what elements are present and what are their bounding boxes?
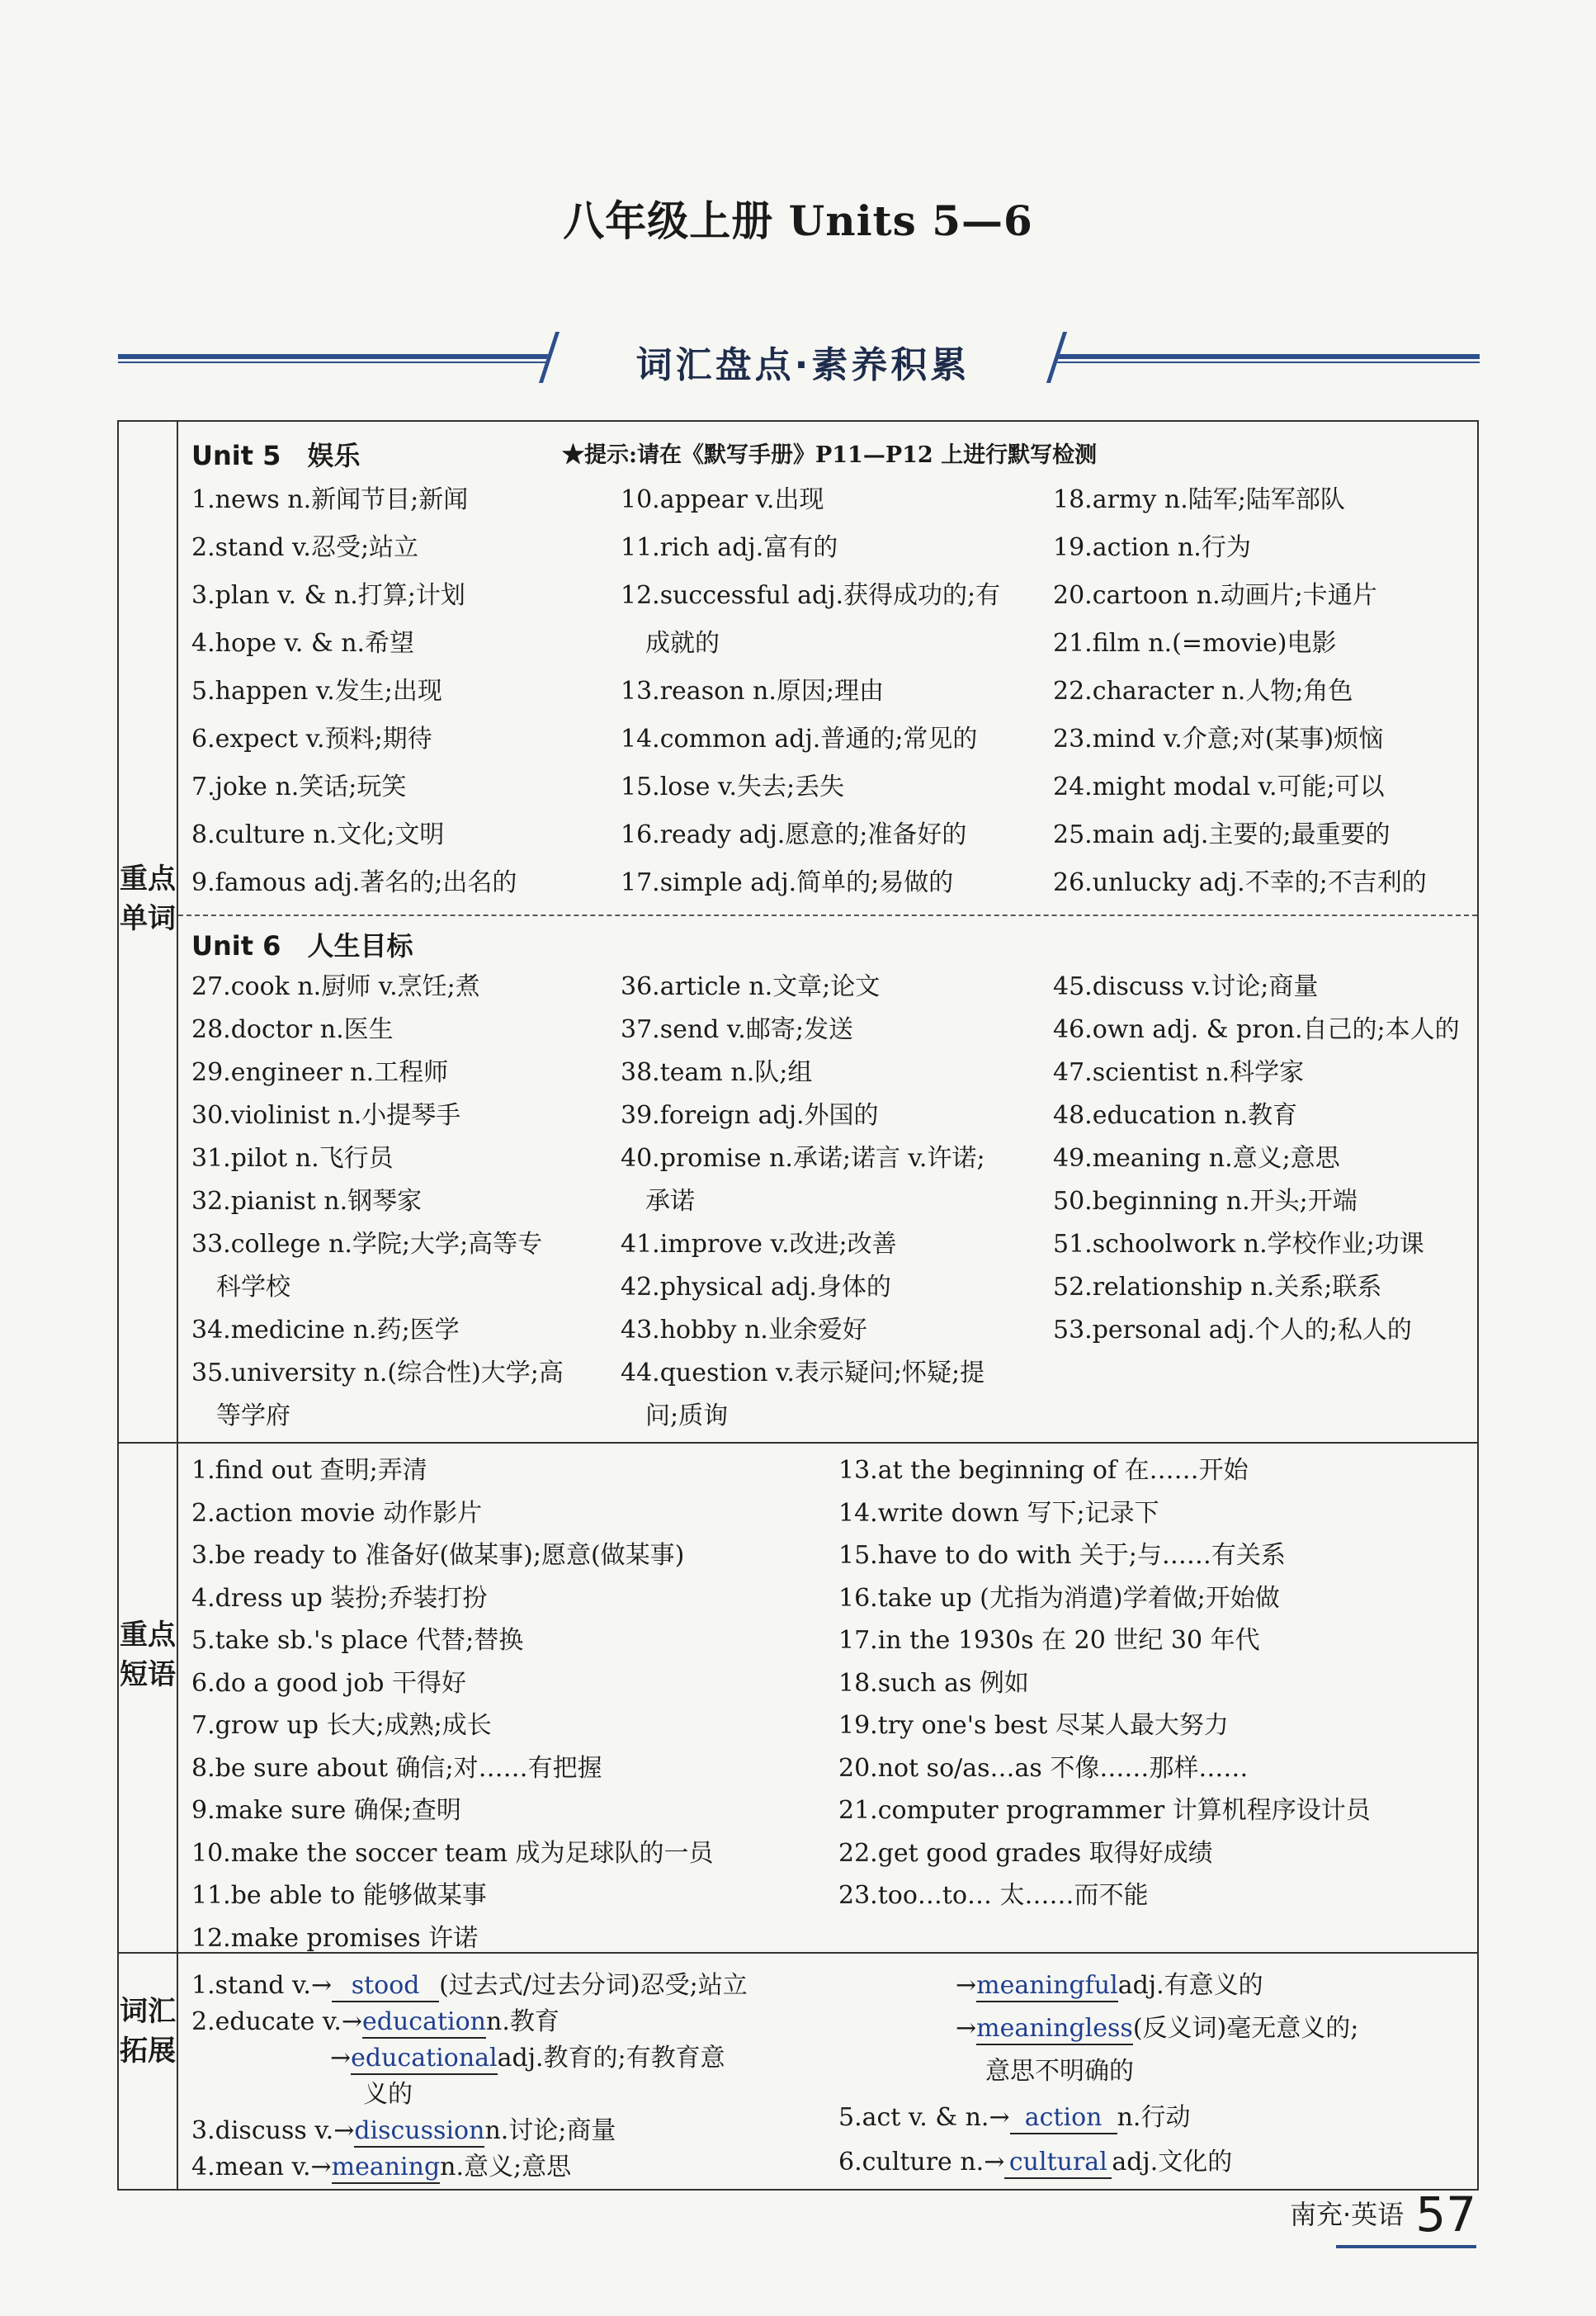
side-label-phrases: 重点短语 xyxy=(120,1619,176,1691)
expansion-prefix: 4.mean v.→ xyxy=(191,2153,332,2181)
expansion-item xyxy=(330,2038,725,2079)
list-item: 7.grow up 长大;成熟;成长 xyxy=(191,1711,492,1740)
list-item: 28.doctor n.医生 xyxy=(191,1015,394,1044)
list-item: 47.scientist n.科学家 xyxy=(1053,1058,1305,1087)
section-banner xyxy=(118,330,1480,388)
expansion-prefix: → xyxy=(956,1971,977,2000)
list-item: 39.foreign adj.外国的 xyxy=(621,1101,879,1130)
list-item: 52.relationship n.关系;联系 xyxy=(1053,1273,1382,1302)
list-item: 16.take up (尤指为消遣)学着做;开始做 xyxy=(838,1583,1280,1613)
list-item: 科学校 xyxy=(191,1273,290,1302)
list-item: 9.make sure 确保;查明 xyxy=(191,1796,461,1825)
list-item: 20.not so/as…as 不像……那样…… xyxy=(838,1753,1249,1783)
hint-text: ★提示:请在《默写手册》P11—P12 上进行默写检测 xyxy=(562,442,1098,468)
expansion-item xyxy=(191,1965,748,2006)
side-label-expansion: 词汇拓展 xyxy=(120,1995,176,2068)
expansion-prefix: 1.stand v.→ xyxy=(191,1971,333,2000)
list-item: 15.have to do with 关于;与……有关系 xyxy=(838,1541,1286,1570)
list-item: 21.computer programmer 计算机程序设计员 xyxy=(838,1796,1371,1825)
list-item: 50.beginning n.开头;开端 xyxy=(1053,1187,1358,1216)
list-item: 11.be able to 能够做某事 xyxy=(191,1881,487,1910)
list-item: 17.in the 1930s 在 20 世纪 30 年代 xyxy=(838,1626,1260,1655)
list-item: 6.do a good job 干得好 xyxy=(191,1668,467,1698)
footer-bar xyxy=(1336,2245,1476,2248)
list-item: 9.famous adj.著名的;出名的 xyxy=(191,868,517,897)
list-item: 7.joke n.笑话;玩笑 xyxy=(191,773,407,801)
list-item: 等学府 xyxy=(191,1401,290,1430)
list-item: 6.expect v.预料;期待 xyxy=(191,725,432,754)
list-item: 30.violinist n.小提琴手 xyxy=(191,1101,461,1130)
list-item: 37.send v.邮寄;发送 xyxy=(621,1015,853,1044)
list-item: 41.improve v.改进;改善 xyxy=(621,1230,897,1259)
list-item: 19.action n.行为 xyxy=(1053,533,1251,562)
list-item: 40.promise n.承诺;诺言 v.许诺; xyxy=(621,1144,985,1173)
expansion-suffix: (反义词)毫无意义的; xyxy=(1132,2014,1359,2043)
answer-blank: cultural xyxy=(1004,2148,1112,2179)
list-item: 11.rich adj.富有的 xyxy=(621,533,838,562)
list-item: 19.try one's best 尽某人最大努力 xyxy=(838,1711,1229,1740)
page-title: 八年级上册 Units 5—6 xyxy=(563,196,1033,245)
expansion-item xyxy=(838,2097,1190,2139)
side-label-words: 重点单词 xyxy=(120,863,176,935)
list-item: 3.be ready to 准备好(做某事);愿意(做某事) xyxy=(191,1541,685,1570)
list-item: 51.schoolwork n.学校作业;功课 xyxy=(1053,1230,1424,1259)
side-phrases xyxy=(119,1442,178,1952)
list-item: 2.action movie 动作影片 xyxy=(191,1498,483,1528)
list-item: 1.news n.新闻节目;新闻 xyxy=(191,485,469,514)
list-item: 5.take sb.'s place 代替;替换 xyxy=(191,1626,524,1655)
list-item: 12.make promises 许诺 xyxy=(191,1923,479,1953)
list-item: 48.education n.教育 xyxy=(1053,1101,1298,1130)
list-item: 21.film n.(=movie)电影 xyxy=(1053,629,1337,658)
expansion-prefix: 3.discuss v.→ xyxy=(191,2116,355,2145)
footer-brand: 南充·英语 xyxy=(1290,2199,1405,2230)
list-item: 44.question v.表示疑问;怀疑;提 xyxy=(621,1359,985,1387)
list-item: 20.cartoon n.动画片;卡通片 xyxy=(1053,581,1377,610)
list-item: 承诺 xyxy=(621,1187,695,1216)
page-footer xyxy=(1290,2179,1476,2243)
unit5-heading: Unit 5 娱乐 xyxy=(191,440,361,471)
list-item: 33.college n.学院;大学;高等专 xyxy=(191,1230,543,1259)
list-item: 10.appear v.出现 xyxy=(621,485,824,514)
expansion-item-cont: 义的 xyxy=(363,2080,413,2109)
list-item: 成就的 xyxy=(621,629,720,658)
expansion-item-cont: 意思不明确的 xyxy=(985,2057,1134,2086)
list-item: 31.pilot n.飞行员 xyxy=(191,1144,394,1173)
side-words xyxy=(119,422,178,1442)
list-item: 15.lose v.失去;丢失 xyxy=(621,773,845,801)
answer-blank: action xyxy=(1010,2103,1117,2134)
list-item: 4.dress up 装扮;乔装打扮 xyxy=(191,1583,488,1613)
expansion-prefix: 5.act v. & n.→ xyxy=(838,2103,1010,2132)
answer-blank: education xyxy=(362,2007,486,2039)
list-item: 32.pianist n.钢琴家 xyxy=(191,1187,423,1216)
list-item: 45.discuss v.讨论;商量 xyxy=(1053,972,1319,1001)
list-item: 46.own adj. & pron.自己的;本人的 xyxy=(1053,1015,1460,1044)
list-item: 16.ready adj.愿意的;准备好的 xyxy=(621,820,967,849)
page-number: 57 xyxy=(1415,2186,1476,2243)
expansion-suffix: adj.有意义的 xyxy=(1117,1971,1263,2000)
expansion-item xyxy=(191,2002,560,2043)
expansion-suffix: n.教育 xyxy=(486,2007,560,2036)
expansion-suffix: n.讨论;商量 xyxy=(484,2116,616,2145)
list-item: 10.make the soccer team 成为足球队的一员 xyxy=(191,1838,714,1868)
expansion-suffix: n.行动 xyxy=(1117,2103,1191,2132)
unit-divider xyxy=(178,915,1477,916)
list-item: 24.might modal v.可能;可以 xyxy=(1053,773,1385,801)
list-item: 12.successful adj.获得成功的;有 xyxy=(621,581,1001,610)
list-item: 3.plan v. & n.打算;计划 xyxy=(191,581,465,610)
expansion-suffix: n.意义;意思 xyxy=(440,2153,572,2181)
list-item: 36.article n.文章;论文 xyxy=(621,972,881,1001)
expansion-item xyxy=(838,2142,1232,2183)
expansion-suffix: adj.文化的 xyxy=(1112,2148,1233,2177)
list-item: 13.at the beginning of 在……开始 xyxy=(838,1456,1249,1485)
answer-blank: educational xyxy=(351,2044,497,2075)
answer-blank: meaning xyxy=(332,2153,441,2184)
list-item: 22.get good grades 取得好成绩 xyxy=(838,1838,1213,1868)
list-item: 8.be sure about 确信;对……有把握 xyxy=(191,1753,602,1783)
vocab-table xyxy=(117,420,1479,2191)
list-item: 49.meaning n.意义;意思 xyxy=(1053,1144,1340,1173)
expansion-item xyxy=(191,2147,571,2188)
list-item: 13.reason n.原因;理由 xyxy=(621,677,884,706)
expansion-prefix: → xyxy=(956,2014,977,2043)
expansion-prefix: 2.educate v.→ xyxy=(191,2007,362,2036)
list-item: 2.stand v.忍受;站立 xyxy=(191,533,419,562)
list-item: 问;质询 xyxy=(621,1401,729,1430)
list-item: 1.find out 查明;弄清 xyxy=(191,1456,427,1485)
list-item: 35.university n.(综合性)大学;高 xyxy=(191,1359,564,1387)
answer-blank: stood xyxy=(332,1971,439,2002)
list-item: 42.physical adj.身体的 xyxy=(621,1273,891,1302)
list-item: 53.personal adj.个人的;私人的 xyxy=(1053,1316,1412,1345)
list-item: 43.hobby n.业余爱好 xyxy=(621,1316,867,1345)
expansion-prefix: 6.culture n.→ xyxy=(838,2148,1005,2177)
list-item: 14.write down 写下;记录下 xyxy=(838,1498,1159,1528)
list-item: 23.too…to… 太……而不能 xyxy=(838,1881,1149,1910)
expansion-item xyxy=(956,1965,1263,2006)
expansion-item xyxy=(956,2008,1358,2049)
list-item: 4.hope v. & n.希望 xyxy=(191,629,415,658)
list-item: 27.cook n.厨师 v.烹饪;煮 xyxy=(191,972,480,1001)
section-divider xyxy=(119,1442,1477,1444)
list-item: 18.army n.陆军;陆军部队 xyxy=(1053,485,1345,514)
answer-blank: meaningless xyxy=(976,2014,1133,2045)
section-title: 词汇盘点·素养积累 xyxy=(635,344,970,386)
list-item: 23.mind v.介意;对(某事)烦恼 xyxy=(1053,725,1384,754)
side-expansion xyxy=(119,1952,178,2191)
unit6-heading: Unit 6 人生目标 xyxy=(191,930,413,962)
list-item: 17.simple adj.简单的;易做的 xyxy=(621,868,954,897)
list-item: 25.main adj.主要的;最重要的 xyxy=(1053,820,1391,849)
list-item: 14.common adj.普通的;常见的 xyxy=(621,725,978,754)
answer-blank: discussion xyxy=(354,2116,484,2148)
expansion-item xyxy=(191,2110,616,2152)
list-item: 34.medicine n.药;医学 xyxy=(191,1316,460,1345)
list-item: 18.such as 例如 xyxy=(838,1668,1029,1698)
list-item: 38.team n.队;组 xyxy=(621,1058,813,1087)
expansion-suffix: (过去式/过去分词)忍受;站立 xyxy=(439,1971,748,2000)
list-item: 26.unlucky adj.不幸的;不吉利的 xyxy=(1053,868,1427,897)
list-item: 29.engineer n.工程师 xyxy=(191,1058,449,1087)
answer-blank: meaningful xyxy=(976,1971,1118,2002)
list-item: 8.culture n.文化;文明 xyxy=(191,820,445,849)
expansion-suffix: adj.教育的;有教育意 xyxy=(497,2044,725,2073)
list-item: 5.happen v.发生;出现 xyxy=(191,677,442,706)
list-item: 22.character n.人物;角色 xyxy=(1053,677,1353,706)
expansion-prefix: → xyxy=(330,2044,352,2073)
